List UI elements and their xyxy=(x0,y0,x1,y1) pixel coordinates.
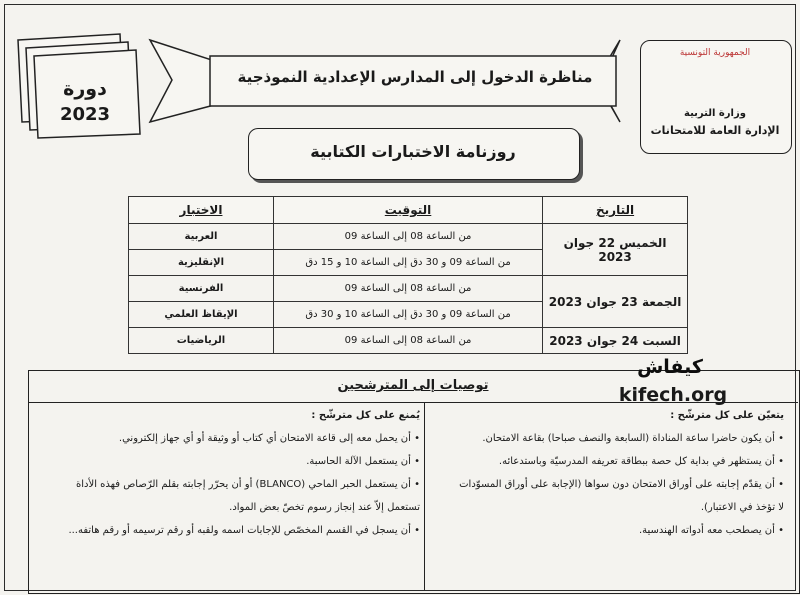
table-row xyxy=(129,328,688,354)
time-cell: من الساعة 09 و 30 دق إلى الساعة 10 و 30 دق xyxy=(273,302,542,328)
exam-cell: الإنقليزية xyxy=(129,250,274,276)
list-item: تستعمل إلاّ عند إنجاز رسوم تخصّ بعض المواد. xyxy=(229,502,420,513)
list-item: • أن يقدّم إجابته على أوراق الامتحان دون سواها (الإجابة على أوراق المسوّدات xyxy=(459,479,784,490)
recommendations-title: توصيات إلى المترشحين xyxy=(337,378,489,393)
must-heading: يتعيّن على كل مترشّح : xyxy=(670,410,784,421)
table-row xyxy=(129,224,688,250)
main-title: مناظرة الدخول إلى المدارس الإعدادية النموذجية xyxy=(237,68,593,86)
date-cell: السبت 24 جوان 2023 xyxy=(543,328,688,354)
header-exam: الاختبار xyxy=(129,197,274,224)
exam-cell: الفرنسية xyxy=(129,276,274,302)
date-cell: الخميس 22 جوان 2023 xyxy=(543,224,688,276)
subtitle: روزنامة الاختبارات الكتابية xyxy=(310,142,516,161)
list-item: • أن يسجل في القسم المخصّص للإجابات اسمه ولقبه أو رقم ترسيمه أو رقم هاتفه... xyxy=(68,525,420,536)
exam-schedule-table xyxy=(128,196,688,354)
date-cell: الجمعة 23 جوان 2023 xyxy=(543,276,688,328)
time-cell: من الساعة 08 إلى الساعة 09 xyxy=(273,328,542,354)
header-date: التاريخ xyxy=(543,197,688,224)
list-item: • أن يكون حاضرا ساعة المناداة (السابعة والنصف صباحا) بقاعة الامتحان. xyxy=(482,433,784,444)
forbidden-column xyxy=(36,404,420,542)
list-item: • أن يحمل معه إلى قاعة الامتحان أي كتاب أو وثيقة أو أي جهاز إلكتروني. xyxy=(118,433,420,444)
exam-cell: الإيقاظ العلمي xyxy=(129,302,274,328)
must-column xyxy=(434,404,784,542)
column-divider xyxy=(424,402,425,590)
watermark-arabic: كيفاش xyxy=(637,356,703,378)
exam-cell: العربية xyxy=(129,224,274,250)
forbidden-heading: يُمنع على كل مترشّح : xyxy=(311,410,420,421)
list-item: • أن يستعمل الحبر الماحي (BLANCO) أو أن يحرّر إجابته بقلم الرّصاص فهذه الأداة xyxy=(76,479,420,490)
republic-text: الجمهورية التونسية xyxy=(679,48,751,58)
watermark-site: kifech.org xyxy=(618,384,728,406)
ministry-name: وزارة التربية xyxy=(684,108,746,119)
time-cell: من الساعة 08 إلى الساعة 09 xyxy=(273,224,542,250)
session-label: دورة xyxy=(63,78,107,100)
table-row xyxy=(129,276,688,302)
list-item: • أن يصطحب معه أدواته الهندسية. xyxy=(638,525,784,536)
time-cell: من الساعة 08 إلى الساعة 09 xyxy=(273,276,542,302)
department-name: الإدارة العامة للامتحانات xyxy=(650,124,780,137)
list-item: • أن يستعمل الآلة الحاسبة. xyxy=(306,456,420,467)
exam-cell: الرياضيات xyxy=(129,328,274,354)
list-item: • أن يستظهر في بداية كل حصة ببطاقة تعريفه المدرسيّة وباستدعائه. xyxy=(498,456,784,467)
list-item: لا تؤخذ في الاعتبار). xyxy=(700,502,784,513)
header-time: التوقيت xyxy=(273,197,542,224)
session-year: 2023 xyxy=(59,104,111,125)
time-cell: من الساعة 09 و 30 دق إلى الساعة 10 و 15 دق xyxy=(273,250,542,276)
